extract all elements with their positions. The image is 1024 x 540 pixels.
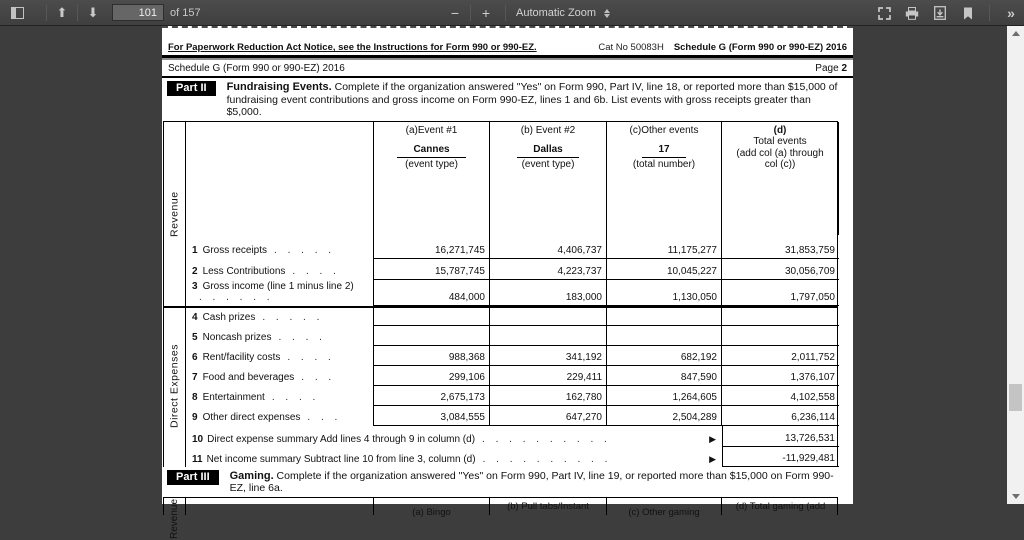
amount-cell: 229,411 [490, 366, 607, 386]
part-3-lead: Gaming. [229, 469, 274, 482]
zoom-controls [444, 0, 616, 26]
table-row [164, 346, 837, 366]
row-label-column-header [186, 122, 374, 235]
previous-page-button[interactable] [51, 2, 73, 24]
print-button[interactable] [901, 2, 923, 24]
amount-cell [722, 308, 839, 326]
table-row [164, 406, 837, 426]
side-band [164, 326, 186, 346]
part-3-header [162, 467, 853, 497]
pointer-right-icon: ▶ [709, 453, 716, 464]
side-band [164, 259, 186, 280]
amount-cell [490, 326, 607, 346]
side-band [164, 346, 186, 366]
summary-amount-cell: 13,726,531 [722, 426, 839, 447]
vertical-scrollbar[interactable] [1007, 26, 1024, 504]
amount-cell: 10,045,227 [607, 259, 722, 280]
summary-row-11 [164, 447, 837, 467]
schedule-title: Schedule G (Form 990 or 990-EZ) 2016 [168, 63, 345, 74]
other-events-count: 17 [642, 144, 685, 158]
page-word: Page [815, 63, 842, 74]
previous-page-tail [162, 28, 853, 58]
column-d-line3: (add col (a) through [736, 147, 824, 159]
toolbar-separator [989, 5, 990, 21]
catalog-number: Cat No 50083H [598, 42, 664, 53]
amount-cell: 16,271,745 [374, 235, 490, 259]
column-a-caption: (event type) [405, 158, 458, 170]
event-2-name: Dallas [517, 144, 578, 158]
next-page-button[interactable] [82, 2, 104, 24]
toolbar-separator [77, 5, 78, 21]
gaming-column-c-header: (c) Other gaming [607, 498, 722, 515]
amount-cell: 299,106 [374, 366, 490, 386]
amount-cell [607, 326, 722, 346]
plus-icon: + [481, 5, 491, 21]
amount-cell: 1,130,050 [607, 280, 722, 306]
download-icon [934, 6, 946, 20]
scroll-down-button[interactable] [1007, 489, 1024, 504]
summary-amount-cell: -11,929,481 [722, 447, 839, 467]
arrow-down-icon: ⬇ [87, 5, 99, 20]
column-c-title: (c)Other events [629, 124, 699, 136]
amount-cell: 484,000 [374, 280, 490, 306]
summary-row-10 [164, 426, 837, 447]
amount-cell: 1,376,107 [722, 366, 839, 386]
gaming-column-b-header: (b) Pull tabs/Instant [490, 498, 607, 515]
side-band [164, 447, 186, 467]
gaming-column-a-header: (a) Bingo [374, 498, 490, 515]
gaming-table-header [163, 497, 838, 539]
amount-cell: 6,236,114 [722, 406, 839, 426]
page-count-label: of 157 [170, 6, 201, 19]
bookmark-button[interactable] [957, 2, 979, 24]
row-label: 6 Rent/facility costs . . . . [186, 346, 374, 366]
amount-cell: 11,175,277 [607, 235, 722, 259]
scrollbar-thumb[interactable] [1009, 384, 1022, 411]
amount-cell: 1,797,050 [722, 280, 839, 306]
part-2-description [227, 81, 848, 119]
side-band [164, 235, 186, 259]
part-3-body: Complete if the organization answered "Yes" on Form 990, Part IV, line 19, or reported more than $15,000 on Form 990-EZ, line 6a. [229, 469, 834, 494]
arrow-up-icon: ⬆ [56, 5, 68, 20]
amount-cell [607, 308, 722, 326]
column-c-caption: (total number) [632, 158, 696, 170]
toolbar-separator [46, 5, 47, 21]
zoom-in-button[interactable] [475, 2, 497, 24]
table-row [164, 235, 837, 259]
part-3-description [230, 470, 848, 495]
spinner-arrows-icon [604, 9, 610, 18]
amount-cell [374, 308, 490, 326]
revenue-side-label: Revenue [169, 498, 180, 539]
amount-cell [490, 308, 607, 326]
side-band [164, 308, 186, 326]
summary-label: 10 Direct expense summary Add lines 4 through 9 in column (d) . . . . . . . . . . ▶ [186, 426, 722, 447]
fullscreen-icon [878, 7, 891, 20]
part-2-badge: Part II [167, 81, 216, 96]
side-band [164, 280, 186, 306]
paperwork-notice-text: For Paperwork Reduction Act Notice, see the Instructions for Form 990 or 990-EZ. [168, 42, 537, 53]
form-footer-row [162, 42, 853, 58]
part-3-badge: Part III [167, 470, 219, 485]
table-row [164, 280, 837, 306]
presentation-mode-button[interactable] [873, 2, 895, 24]
row-label: 2 Less Contributions . . . . [186, 259, 374, 280]
column-d-title: (d) [773, 124, 787, 136]
part-2-body: Complete if the organization answered "Yes" on Form 990, Part IV, line 18, or reported more than $15,000 of fundraising event contributions and gross income on Form 990-EZ, lines 1 and 6b. List events with gross receipts greater than $5,000. [226, 81, 838, 118]
amount-cell: 4,406,737 [490, 235, 607, 259]
amount-cell: 162,780 [490, 386, 607, 406]
toolbar-separator [505, 5, 506, 21]
column-c-header [607, 122, 722, 235]
scroll-up-button[interactable] [1007, 26, 1024, 41]
amount-cell: 30,056,709 [722, 259, 839, 280]
side-band [164, 366, 186, 386]
minus-icon: − [450, 5, 460, 21]
pdf-toolbar [0, 0, 1024, 26]
page-number-input[interactable] [112, 4, 164, 21]
gaming-column-d-header: (d) Total gaming (add [735, 500, 826, 512]
amount-cell: 682,192 [607, 346, 722, 366]
sidebar-toggle-icon [11, 7, 24, 19]
column-b-title: (b) Event #2 [520, 124, 576, 136]
chevron-down-icon [1012, 494, 1020, 499]
direct-expenses-side-label: Direct Expenses [168, 344, 181, 428]
pointer-right-icon: ▶ [709, 433, 716, 444]
side-band [164, 498, 186, 539]
zoom-out-button[interactable] [444, 2, 466, 24]
row-label: 9 Other direct expenses . . . [186, 406, 374, 426]
pdf-page [162, 26, 853, 539]
row-label: 4 Cash prizes . . . . . [186, 308, 374, 326]
table-row [164, 386, 837, 406]
row-label: 8 Entertainment . . . . [186, 386, 374, 406]
amount-cell: 15,787,745 [374, 259, 490, 280]
side-band [164, 426, 186, 447]
revenue-side-label: Revenue [168, 190, 181, 237]
table-row [164, 326, 837, 346]
row-label: 7 Food and beverages . . . [186, 366, 374, 386]
amount-cell: 2,675,173 [374, 386, 490, 406]
column-a-title: (a)Event #1 [405, 124, 458, 136]
event-1-name: Cannes [397, 144, 465, 158]
zoom-mode-value: Automatic Zoom [516, 7, 597, 19]
page-number-label [815, 63, 847, 74]
amount-cell [722, 326, 839, 346]
side-band [164, 406, 186, 426]
part-2-header [162, 78, 853, 121]
column-a-header [374, 122, 490, 235]
amount-cell: 4,223,737 [490, 259, 607, 280]
column-d-line2: Total events [753, 136, 807, 147]
sidebar-toggle-button[interactable] [6, 2, 28, 24]
row-label: 1 Gross receipts . . . . . [186, 235, 374, 259]
double-chevron-right-icon: » [1007, 5, 1015, 21]
table-row [164, 306, 837, 326]
amount-cell: 2,011,752 [722, 346, 839, 366]
column-b-caption: (event type) [521, 158, 575, 170]
side-band [164, 386, 186, 406]
toolbar-right-group [873, 0, 1022, 26]
amount-cell [374, 326, 490, 346]
table-row [164, 366, 837, 386]
column-b-header [490, 122, 607, 235]
page-num: 2 [841, 63, 847, 74]
amount-cell: 847,590 [607, 366, 722, 386]
amount-cell: 183,000 [490, 280, 607, 306]
fundraising-events-table [163, 121, 838, 467]
summary-label: 11 Net income summary Subtract line 10 from line 3, column (d) . . . . . . . . . . ▶ [186, 447, 722, 467]
amount-cell: 31,853,759 [722, 235, 839, 259]
amount-cell: 647,270 [490, 406, 607, 426]
table-header-row [164, 122, 837, 235]
more-tools-button[interactable] [1000, 2, 1022, 24]
amount-cell: 1,264,605 [607, 386, 722, 406]
page-2-header [162, 60, 853, 78]
chevron-up-icon [1012, 31, 1020, 36]
zoom-mode-select[interactable] [510, 3, 616, 23]
bookmark-icon [963, 7, 973, 20]
row-label: 5 Noncash prizes . . . . [186, 326, 374, 346]
table-row [164, 259, 837, 280]
amount-cell: 988,368 [374, 346, 490, 366]
column-d-line4: col (c)) [764, 159, 796, 170]
column-d-header [722, 122, 839, 235]
toolbar-separator [470, 5, 471, 21]
printer-icon [905, 7, 919, 20]
amount-cell: 3,084,555 [374, 406, 490, 426]
amount-cell: 4,102,558 [722, 386, 839, 406]
row-label: 3 Gross income (line 1 minus line 2) . . . . . . [186, 280, 374, 306]
download-button[interactable] [929, 2, 951, 24]
side-band [164, 122, 186, 235]
part-2-lead: Fundraising Events. [226, 81, 332, 93]
amount-cell: 341,192 [490, 346, 607, 366]
amount-cell: 2,504,289 [607, 406, 722, 426]
gaming-label-column [186, 498, 374, 515]
schedule-footer-text: Schedule G (Form 990 or 990-EZ) 2016 [673, 42, 847, 53]
